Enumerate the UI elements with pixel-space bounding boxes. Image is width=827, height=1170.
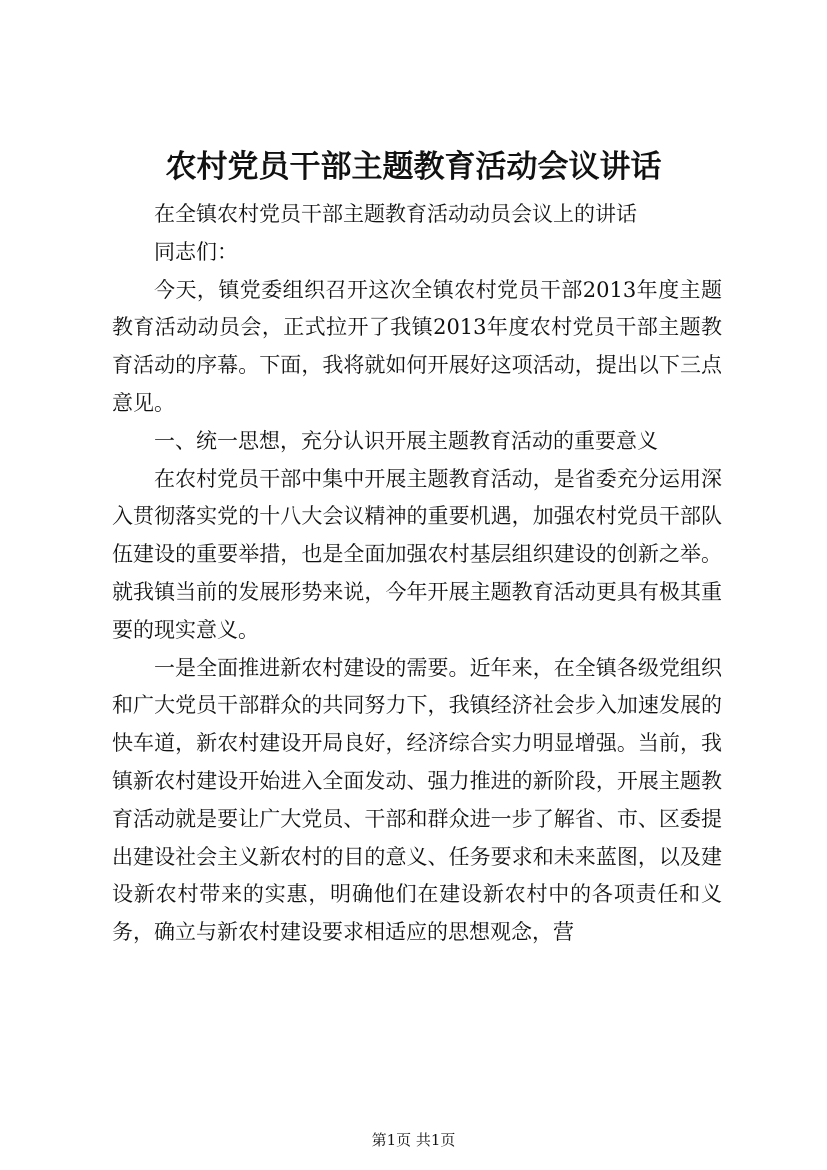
- document-title: 农村党员干部主题教育活动会议讲话: [165, 149, 662, 185]
- speech-subtitle: 在全镇农村党员干部主题教育活动动员会议上的讲话: [154, 202, 637, 226]
- body-paragraph: 今天，镇党委组织召开这次全镇农村党员干部2013年度主题教育活动动员会，正式拉开了我镇2013年度农村党员干部主题教育活动的序幕。下面，我将就如何开展好这项活动，提出以下三点意见。: [112, 277, 722, 415]
- body-paragraph: 在农村党员干部中集中开展主题教育活动，是省委充分运用深入贯彻落实党的十八大会议精神的重要机遇，加强农村党员干部队伍建设的重要举措，也是全面加强农村基层组织建设的创新之举。就我镇当前的发展形势来说，今年开展主题教育活动更具有极其重要的现实意义。: [112, 466, 722, 642]
- document-body: [112, 196, 722, 952]
- salutation: 同志们：: [154, 239, 238, 264]
- section-heading: 一、统一思想，充分认识开展主题教育活动的重要意义: [154, 428, 658, 453]
- page-footer: 第1页 共1页: [371, 1131, 456, 1149]
- body-paragraph: 一是全面推进新农村建设的需要。近年来，在全镇各级党组织和广大党员干部群众的共同努力下，我镇经济社会步入加速发展的快车道，新农村建设开局良好，经济综合实力明显增强。当前，我镇新农村建设开始进入全面发动、强力推进的新阶段，开展主题教育活动就是要让广大党员、干部和群众进一步了解省、市、区委提出建设社会主义新农村的目的意义、任务要求和未来蓝图，以及建设新农村带来的实惠，明确他们在建设新农村中的各项责任和义务，确立与新农村建设要求相适应的思想观念，营: [112, 655, 722, 945]
